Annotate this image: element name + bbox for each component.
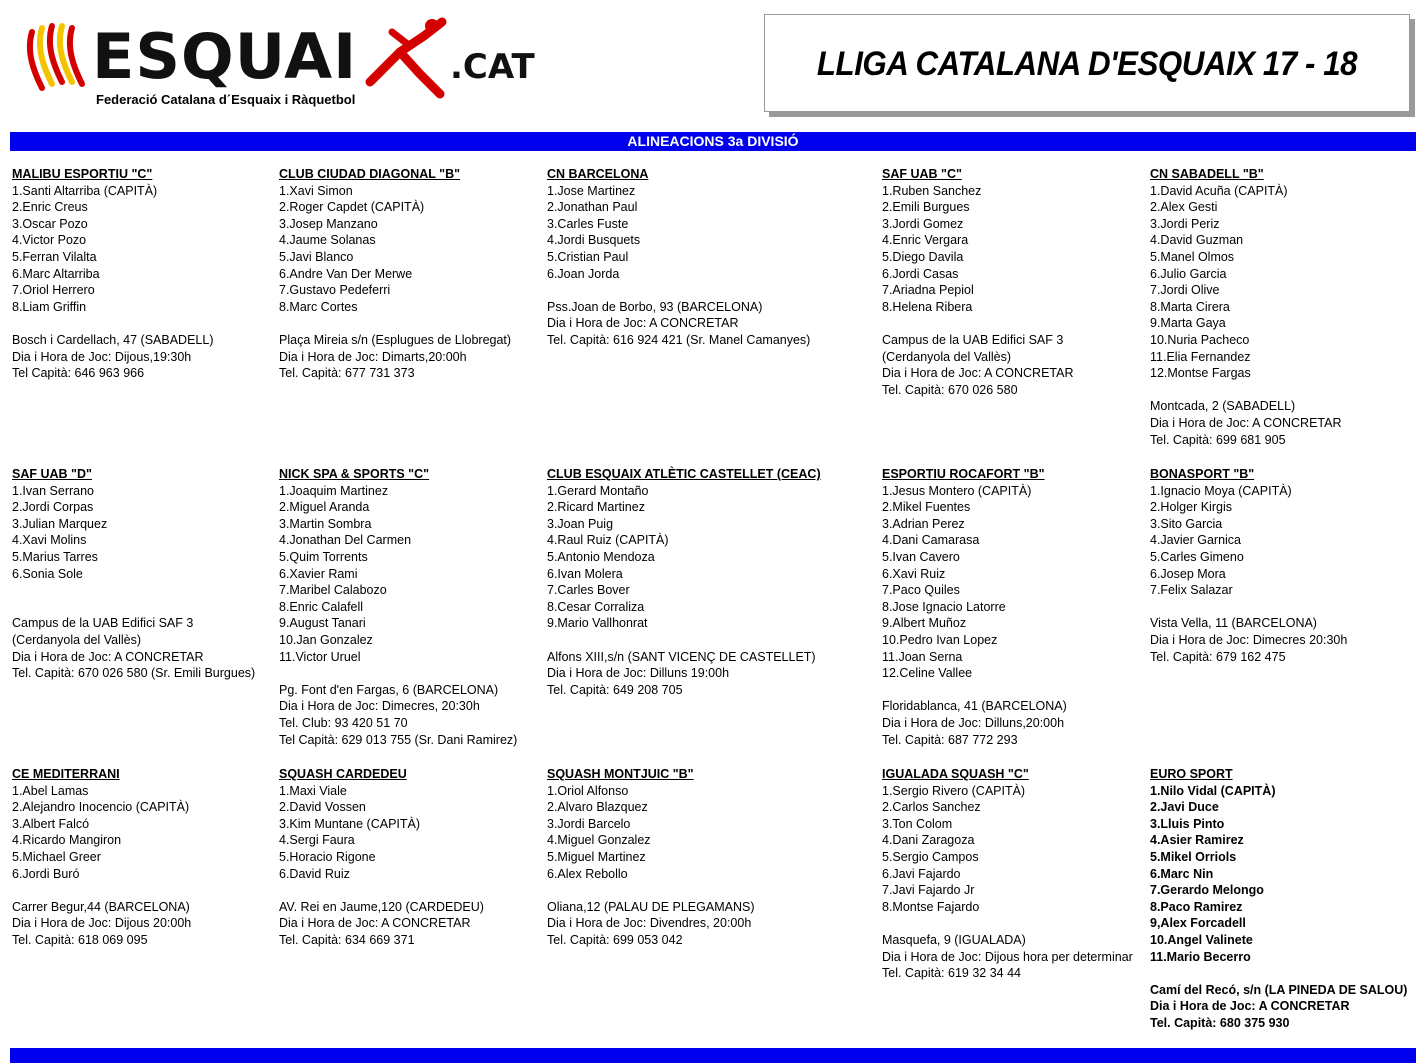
player-item: 10.Jan Gonzalez [279, 632, 373, 647]
team-name: IGUALADA SQUASH "C" [882, 767, 1029, 781]
player-item: 4.Jonathan Del Carmen [279, 533, 412, 548]
player-item: 4.Raul Ruiz (CAPITÀ) [547, 533, 669, 548]
player-item: 11.Joan Serna [882, 649, 963, 664]
venue-info: Tel. Club: 93 420 51 70 [279, 715, 408, 730]
venue-info: Tel. Capità: 699 053 042 [547, 932, 683, 947]
player-item: 4.Sergi Faura [279, 833, 355, 848]
team-block [1150, 766, 1407, 1032]
team-name: CLUB CIUDAD DIAGONAL "B" [279, 167, 461, 181]
player-item: 6.Andre Van Der Merwe [279, 266, 413, 281]
player-item: 8.Marc Cortes [279, 299, 358, 314]
player-item: 11.Victor Uruel [279, 649, 361, 664]
team-block [12, 466, 255, 682]
player-item: 1.Joaquim Martinez [279, 483, 389, 498]
team-block [12, 766, 191, 949]
player-item: 2.Carlos Sanchez [882, 800, 981, 815]
player-item: 1.Oriol Alfonso [547, 783, 629, 798]
player-item: 8.Paco Ramirez [1150, 899, 1243, 914]
venue-info: Dia i Hora de Joc: Dijous 20:00h [12, 916, 192, 931]
team-block [882, 766, 1133, 982]
player-item: 7.Gustavo Pedeferri [279, 283, 391, 298]
venue-info: Tel. Capità: 687 772 293 [882, 732, 1018, 747]
player-item: 4.Dani Camarasa [882, 533, 980, 548]
player-item: 2.Roger Capdet (CAPITÀ) [279, 200, 425, 215]
venue-info: Floridablanca, 41 (BARCELONA) [882, 699, 1067, 714]
venue-info: Tel. Capità: 679 162 475 [1150, 649, 1286, 664]
player-item: 2.David Vossen [279, 800, 366, 815]
venue-info: Tel. Capità: 619 32 34 44 [882, 966, 1021, 981]
spacer [547, 882, 754, 899]
spacer [12, 599, 255, 616]
team-name: CLUB ESQUAIX ATLÈTIC CASTELLET (CEAC) [547, 467, 821, 481]
player-item: 1.Jose Martinez [547, 183, 636, 198]
venue-info: Tel. Capità: 670 026 580 (Sr. Emili Burgues) [12, 666, 256, 681]
venue-info: Tel. Capità: 680 375 930 [1150, 1015, 1290, 1030]
player-item: 1.Jesus Montero (CAPITÀ) [882, 483, 1032, 498]
player-item: 6.Jordi Casas [882, 266, 959, 281]
player-item: 6.Javi Fajardo [882, 866, 961, 881]
player-item: 3.Jordi Periz [1150, 216, 1220, 231]
spacer [1150, 599, 1347, 616]
player-item: 4.Jaume Solanas [279, 233, 376, 248]
team-block [279, 766, 484, 949]
player-item: 5.Quim Torrents [279, 549, 368, 564]
venue-info: Dia i Hora de Joc: Divendres, 20:00h [547, 916, 752, 931]
logo-suffix: .CAT [450, 47, 535, 87]
player-item: 1.Abel Lamas [12, 783, 89, 798]
spacer [12, 582, 255, 599]
venue-info: Dia i Hora de Joc: Dimecres, 20:30h [279, 699, 480, 714]
player-item: 6.Joan Jorda [547, 266, 620, 281]
venue-info: Dia i Hora de Joc: A CONCRETAR [547, 316, 739, 331]
team-block [547, 466, 821, 698]
player-item: 10.Nuria Pacheco [1150, 332, 1250, 347]
venue-info: Campus de la UAB Edifici SAF 3 [882, 332, 1064, 347]
player-item: 2.Enric Creus [12, 200, 88, 215]
team-block [1150, 466, 1347, 665]
player-item: 8.Montse Fajardo [882, 899, 980, 914]
player-item: 11.Elia Fernandez [1150, 349, 1251, 364]
player-item: 7.Javi Fajardo Jr [882, 883, 975, 898]
player-item: 5.Ivan Cavero [882, 549, 960, 564]
player-item: 5.Ferran Vilalta [12, 249, 97, 264]
venue-info: Tel. Capità: 670 026 580 [882, 382, 1018, 397]
venue-info: Campus de la UAB Edifici SAF 3 [12, 616, 194, 631]
player-item: 3.Adrian Perez [882, 516, 965, 531]
venue-info: Dia i Hora de Joc: Dilluns,20:00h [882, 715, 1065, 730]
team-block [882, 166, 1074, 398]
venue-info: Montcada, 2 (SABADELL) [1150, 399, 1296, 414]
player-item: 1.Ignacio Moya (CAPITÀ) [1150, 483, 1292, 498]
venue-info: Oliana,12 (PALAU DE PLEGAMANS) [547, 899, 755, 914]
player-item: 3.Martin Sombra [279, 516, 372, 531]
player-item: 9.Albert Muñoz [882, 616, 967, 631]
player-item: 4.David Guzman [1150, 233, 1244, 248]
player-item: 11.Mario Becerro [1150, 949, 1251, 964]
player-item: 3.Lluis Pinto [1150, 816, 1225, 831]
venue-info: Dia i Hora de Joc: Dimarts,20:00h [279, 349, 467, 364]
player-item: 4.Miguel Gonzalez [547, 833, 651, 848]
player-item: 6.Sonia Sole [12, 566, 83, 581]
player-item: 7.Ariadna Pepiol [882, 283, 974, 298]
player-item: 1.Santi Altarriba (CAPITÀ) [12, 183, 158, 198]
team-name: MALIBU ESPORTIU "C" [12, 167, 153, 181]
venue-info: (Cerdanyola del Vallès) [882, 349, 1011, 364]
player-item: 5.Cristian Paul [547, 249, 629, 264]
venue-info: Dia i Hora de Joc: Dijous hora per determinar [882, 949, 1133, 964]
player-item: 8.Helena Ribera [882, 299, 973, 314]
team-block [279, 166, 511, 382]
player-item: 3.Josep Manzano [279, 216, 378, 231]
venue-info: Tel Capità: 646 963 966 [12, 366, 145, 381]
venue-info: Dia i Hora de Joc: Dilluns 19:00h [547, 666, 730, 681]
player-item: 9.Marta Gaya [1150, 316, 1226, 331]
player-item: 2.Holger Kirgis [1150, 500, 1232, 515]
player-item: 6.Julio Garcia [1150, 266, 1227, 281]
player-item: 3.Jordi Gomez [882, 216, 964, 231]
player-item: 7.Felix Salazar [1150, 583, 1233, 598]
player-item: 3.Carles Fuste [547, 216, 629, 231]
spacer [12, 315, 213, 332]
venue-info: Tel. Capità: 634 669 371 [279, 932, 415, 947]
venue-info: Tel. Capità: 616 924 421 (Sr. Manel Camanyes) [547, 332, 811, 347]
player-item: 5.Marius Tarres [12, 549, 98, 564]
player-item: 2.Jordi Corpas [12, 500, 94, 515]
footer-bar [10, 1048, 1416, 1063]
venue-info: Vista Vella, 11 (BARCELONA) [1150, 616, 1317, 631]
senyera-stripes-icon [22, 12, 102, 92]
team-block [547, 766, 754, 949]
player-item: 5.Carles Gimeno [1150, 549, 1244, 564]
venue-info: Dia i Hora de Joc: A CONCRETAR [1150, 999, 1350, 1014]
player-item: 2.Mikel Fuentes [882, 500, 971, 515]
spacer [547, 282, 810, 299]
player-item: 5.Diego Davila [882, 249, 964, 264]
spacer [882, 682, 1067, 699]
spacer [279, 882, 484, 899]
team-name: EURO SPORT [1150, 767, 1233, 781]
player-item: 1.Xavi Simon [279, 183, 353, 198]
spacer [1150, 965, 1407, 982]
player-item: 8.Marta Cirera [1150, 299, 1230, 314]
player-item: 3.Sito Garcia [1150, 516, 1223, 531]
player-item: 10.Pedro Ivan Lopez [882, 632, 998, 647]
player-item: 5.Mikel Orriols [1150, 849, 1237, 864]
venue-info: Dia i Hora de Joc: A CONCRETAR [1150, 415, 1342, 430]
team-name: CN SABADELL "B" [1150, 167, 1264, 181]
logo-word: ESQUAI [92, 20, 358, 93]
player-item: 5.Antonio Mendoza [547, 549, 655, 564]
player-item: 8.Liam Griffin [12, 299, 87, 314]
esquaix-logo [22, 12, 552, 112]
player-item: 2.Miguel Aranda [279, 500, 370, 515]
team-block [547, 166, 810, 349]
venue-info: Alfons XIII,s/n (SANT VICENÇ DE CASTELLET) [547, 649, 816, 664]
venue-info: Tel Capità: 629 013 755 (Sr. Dani Ramirez) [279, 732, 518, 747]
player-item: 9.August Tanari [279, 616, 366, 631]
player-item: 1.Gerard Montaño [547, 483, 649, 498]
venue-info: Pss.Joan de Borbo, 93 (BARCELONA) [547, 299, 763, 314]
player-item: 7.Jordi Olive [1150, 283, 1220, 298]
venue-info: Dia i Hora de Joc: Dijous,19:30h [12, 349, 192, 364]
player-figure-icon [362, 12, 452, 102]
spacer [1150, 382, 1342, 399]
team-block [12, 166, 213, 382]
player-item: 7.Gerardo Melongo [1150, 883, 1264, 898]
player-item: 2.Javi Duce [1150, 800, 1219, 815]
player-item: 8.Enric Calafell [279, 599, 364, 614]
player-item: 8.Jose Ignacio Latorre [882, 599, 1006, 614]
player-item: 1.Ivan Serrano [12, 483, 94, 498]
spacer [279, 315, 511, 332]
team-name: ESPORTIU ROCAFORT "B" [882, 467, 1045, 481]
venue-info: Tel. Capità: 618 069 095 [12, 932, 148, 947]
player-item: 4.Javier Garnica [1150, 533, 1242, 548]
player-item: 7.Carles Bover [547, 583, 630, 598]
venue-info: Plaça Mireia s/n (Esplugues de Llobregat) [279, 332, 512, 347]
venue-info: Masquefa, 9 (IGUALADA) [882, 932, 1026, 947]
team-block [882, 466, 1067, 748]
player-item: 12.Montse Fargas [1150, 366, 1251, 381]
player-item: 7.Paco Quiles [882, 583, 960, 598]
team-name: NICK SPA & SPORTS "C" [279, 467, 430, 481]
player-item: 2.Ricard Martinez [547, 500, 645, 515]
player-item: 4.Jordi Busquets [547, 233, 641, 248]
player-item: 2.Jonathan Paul [547, 200, 638, 215]
venue-info: AV. Rei en Jaume,120 (CARDEDEU) [279, 899, 484, 914]
player-item: 4.Xavi Molins [12, 533, 87, 548]
venue-info: (Cerdanyola del Vallès) [12, 632, 141, 647]
player-item: 9.Mario Vallhonrat [547, 616, 648, 631]
section-title-bar [10, 132, 1416, 151]
spacer [882, 315, 1074, 332]
player-item: 4.Enric Vergara [882, 233, 969, 248]
player-item: 7.Oriol Herrero [12, 283, 95, 298]
team-name: CN BARCELONA [547, 167, 649, 181]
player-item: 9,Alex Forcadell [1150, 916, 1246, 931]
player-item: 2.Emili Burgues [882, 200, 970, 215]
spacer [12, 882, 191, 899]
player-item: 3.Ton Colom [882, 816, 953, 831]
venue-info: Bosch i Cardellach, 47 (SABADELL) [12, 332, 214, 347]
player-item: 6.Xavier Rami [279, 566, 358, 581]
player-item: 3.Albert Falcó [12, 816, 90, 831]
player-item: 6.Ivan Molera [547, 566, 623, 581]
venue-info: Dia i Hora de Joc: A CONCRETAR [12, 649, 204, 664]
venue-info: Dia i Hora de Joc: Dimecres 20:30h [1150, 632, 1348, 647]
venue-info: Dia i Hora de Joc: A CONCRETAR [279, 916, 471, 931]
spacer [279, 665, 517, 682]
venue-info: Tel. Capità: 677 731 373 [279, 366, 415, 381]
league-title-box [764, 14, 1410, 112]
player-item: 12.Celine Vallee [882, 666, 973, 681]
venue-info: Tel. Capità: 699 681 905 [1150, 432, 1286, 447]
team-block [1150, 166, 1342, 448]
team-name: SAF UAB "D" [12, 467, 92, 481]
federation-name: Federació Catalana d´Esquaix i Ràquetbol [96, 92, 356, 107]
player-item: 1.Nilo Vidal (CAPITÀ) [1150, 783, 1276, 798]
player-item: 3.Kim Muntane (CAPITÀ) [279, 816, 421, 831]
player-item: 3.Oscar Pozo [12, 216, 88, 231]
player-item: 1.Sergio Rivero (CAPITÀ) [882, 783, 1026, 798]
player-item: 7.Maribel Calabozo [279, 583, 387, 598]
player-item: 10.Angel Valinete [1150, 932, 1253, 947]
venue-info: Carrer Begur,44 (BARCELONA) [12, 899, 190, 914]
league-title: LLIGA CATALANA D'ESQUAIX 17 - 18 [816, 45, 1358, 83]
venue-info: Tel. Capità: 649 208 705 [547, 682, 683, 697]
player-item: 4.Ricardo Mangiron [12, 833, 122, 848]
team-name: SQUASH CARDEDEU [279, 767, 407, 781]
player-item: 6.Josep Mora [1150, 566, 1226, 581]
venue-info: Pg. Font d'en Fargas, 6 (BARCELONA) [279, 682, 499, 697]
team-name: BONASPORT "B" [1150, 467, 1255, 481]
player-item: 1.Maxi Viale [279, 783, 347, 798]
player-item: 1.David Acuña (CAPITÀ) [1150, 183, 1288, 198]
player-item: 6.Marc Altarriba [12, 266, 100, 281]
team-name: SQUASH MONTJUIC "B" [547, 767, 694, 781]
player-item: 6.David Ruiz [279, 866, 350, 881]
team-name: CE MEDITERRANI [12, 767, 120, 781]
player-item: 3.Jordi Barcelo [547, 816, 631, 831]
player-item: 4.Dani Zaragoza [882, 833, 975, 848]
player-item: 5.Sergio Campos [882, 849, 979, 864]
player-item: 6.Jordi Buró [12, 866, 80, 881]
player-item: 8.Cesar Corraliza [547, 599, 645, 614]
player-item: 6.Xavi Ruiz [882, 566, 946, 581]
player-item: 3.Julian Marquez [12, 516, 108, 531]
player-item: 5.Michael Greer [12, 849, 101, 864]
section-title: ALINEACIONS 3a DIVISIÓ [627, 133, 799, 149]
player-item: 3.Joan Puig [547, 516, 614, 531]
player-item: 6.Alex Rebollo [547, 866, 628, 881]
player-item: 6.Marc Nin [1150, 866, 1214, 881]
player-item: 4.Victor Pozo [12, 233, 87, 248]
spacer [547, 632, 821, 649]
player-item: 5.Manel Olmos [1150, 249, 1235, 264]
venue-info: Dia i Hora de Joc: A CONCRETAR [882, 366, 1074, 381]
player-item: 2.Alvaro Blazquez [547, 800, 648, 815]
venue-info: Camí del Recó, s/n (LA PINEDA DE SALOU) [1150, 982, 1408, 997]
player-item: 5.Javi Blanco [279, 249, 354, 264]
team-name: SAF UAB "C" [882, 167, 962, 181]
player-item: 5.Miguel Martinez [547, 849, 646, 864]
team-block [279, 466, 517, 748]
player-item: 5.Horacio Rigone [279, 849, 376, 864]
player-item: 2.Alejandro Inocencio (CAPITÀ) [12, 800, 190, 815]
player-item: 2.Alex Gesti [1150, 200, 1218, 215]
player-item: 4.Asier Ramirez [1150, 833, 1244, 848]
player-item: 1.Ruben Sanchez [882, 183, 982, 198]
spacer [882, 915, 1133, 932]
